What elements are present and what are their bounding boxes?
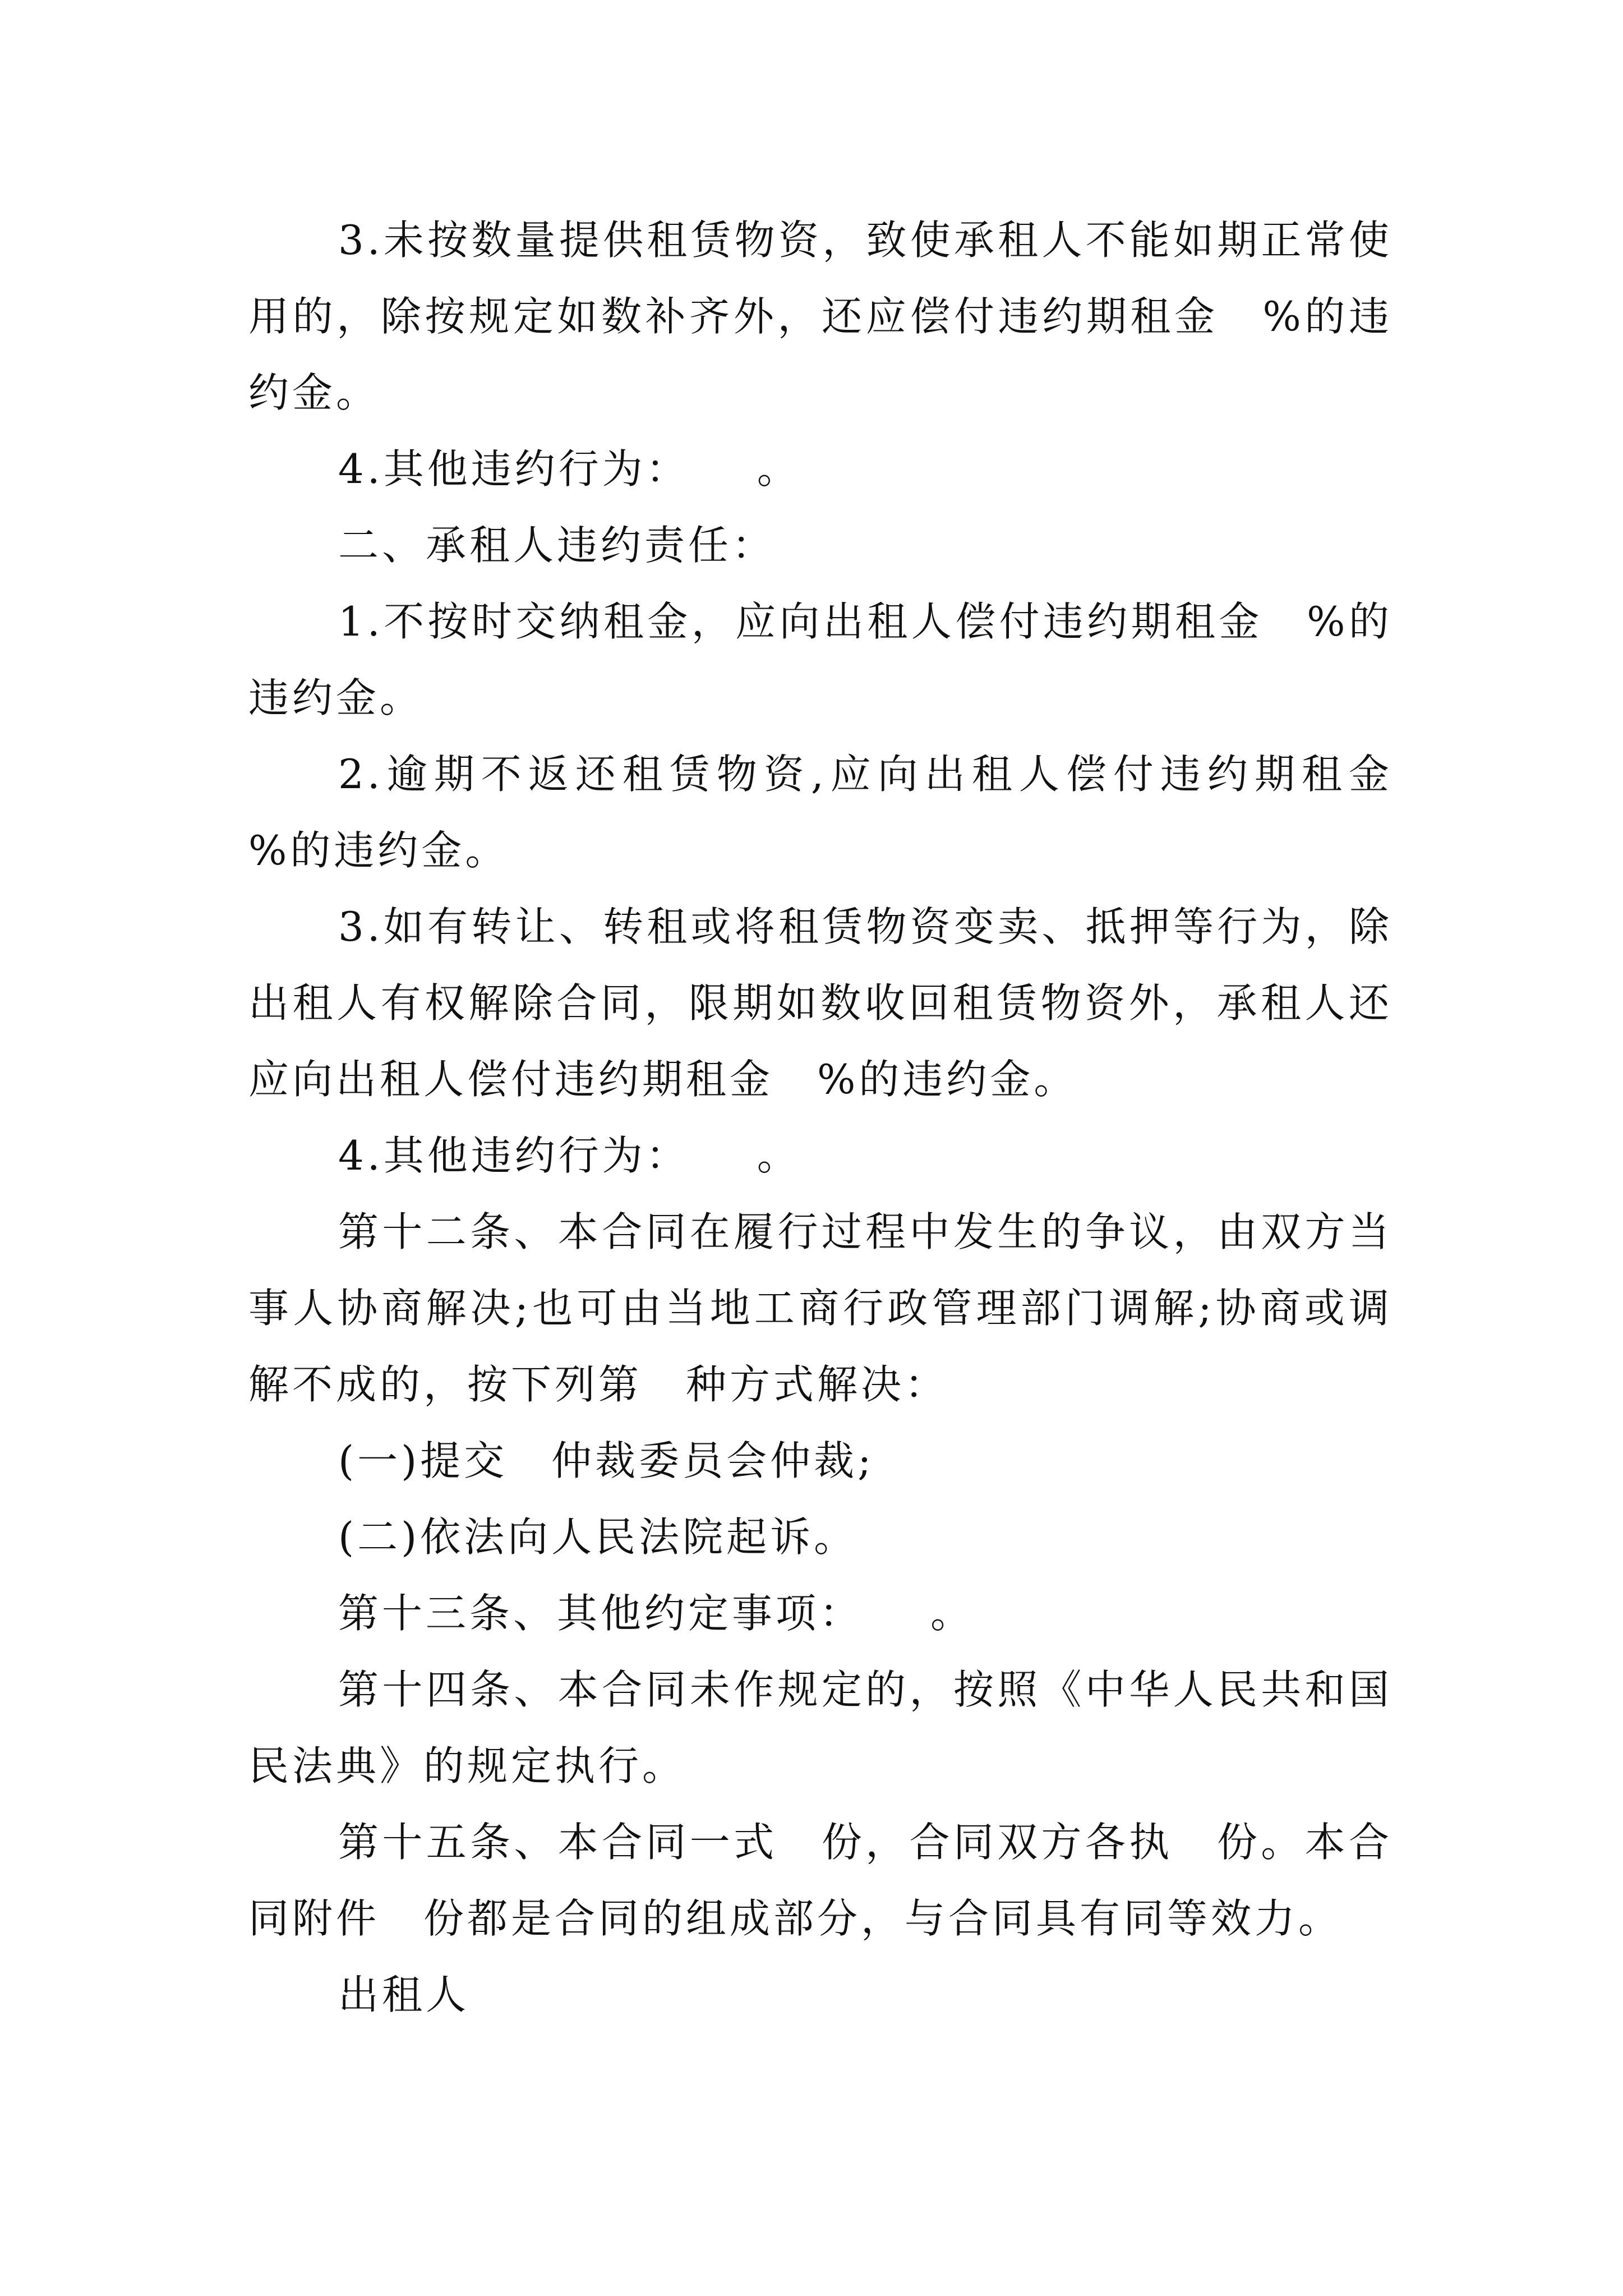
article-13-other-matters: 第十三条、其他约定事项： 。 xyxy=(338,1590,975,1637)
contract-text-body xyxy=(248,202,1437,2033)
section-heading-lessee-liability: 二、承租人违约责任： xyxy=(338,522,776,569)
clause-lessor-other-breach: 4.其他违约行为： 。 xyxy=(338,445,801,493)
article-15-copies: 第十五条、本合同一式 份，合同双方各执 份。本合同附件 份都是合同的组成部分，与合同具有同等效力。 xyxy=(248,1819,1393,1942)
clause-lessee-late-return: 2.逾期不返还租赁物资,应向出租人偿付违约期租金 %的违约金。 xyxy=(248,751,1437,874)
dispute-option-arbitration: (一)提交 仲裁委员会仲裁; xyxy=(338,1437,875,1484)
dispute-option-litigation: (二)依法向人民法院起诉。 xyxy=(338,1513,858,1561)
article-14-civil-code: 第十四条、本合同未作规定的，按照《中华人民共和国民法典》的规定执行。 xyxy=(248,1666,1393,1789)
signature-label-lessor: 出租人 xyxy=(338,1971,470,2018)
clause-lessee-late-rent: 1.不按时交纳租金，应向出租人偿付违约期租金 %的违约金。 xyxy=(248,598,1393,721)
article-12-dispute-resolution: 第十二条、本合同在履行过程中发生的争议，由双方当事人协商解决;也可由当地工商行政管理部门调解;协商或调解不成的，按下列第 种方式解决： xyxy=(248,1208,1393,1408)
clause-lessee-other-breach: 4.其他违约行为： 。 xyxy=(338,1132,801,1179)
clause-lessor-quantity-shortfall: 3.未按数量提供租赁物资，致使承租人不能如期正常使用的，除按规定如数补齐外，还应偿付违约期租金 %的违约金。 xyxy=(248,217,1393,416)
clause-lessee-transfer-sublease: 3.如有转让、转租或将租赁物资变卖、抵押等行为，除出租人有权解除合同，限期如数收回租赁物资外，承租人还应向出租人偿付违约期租金 %的违约金。 xyxy=(248,903,1393,1103)
